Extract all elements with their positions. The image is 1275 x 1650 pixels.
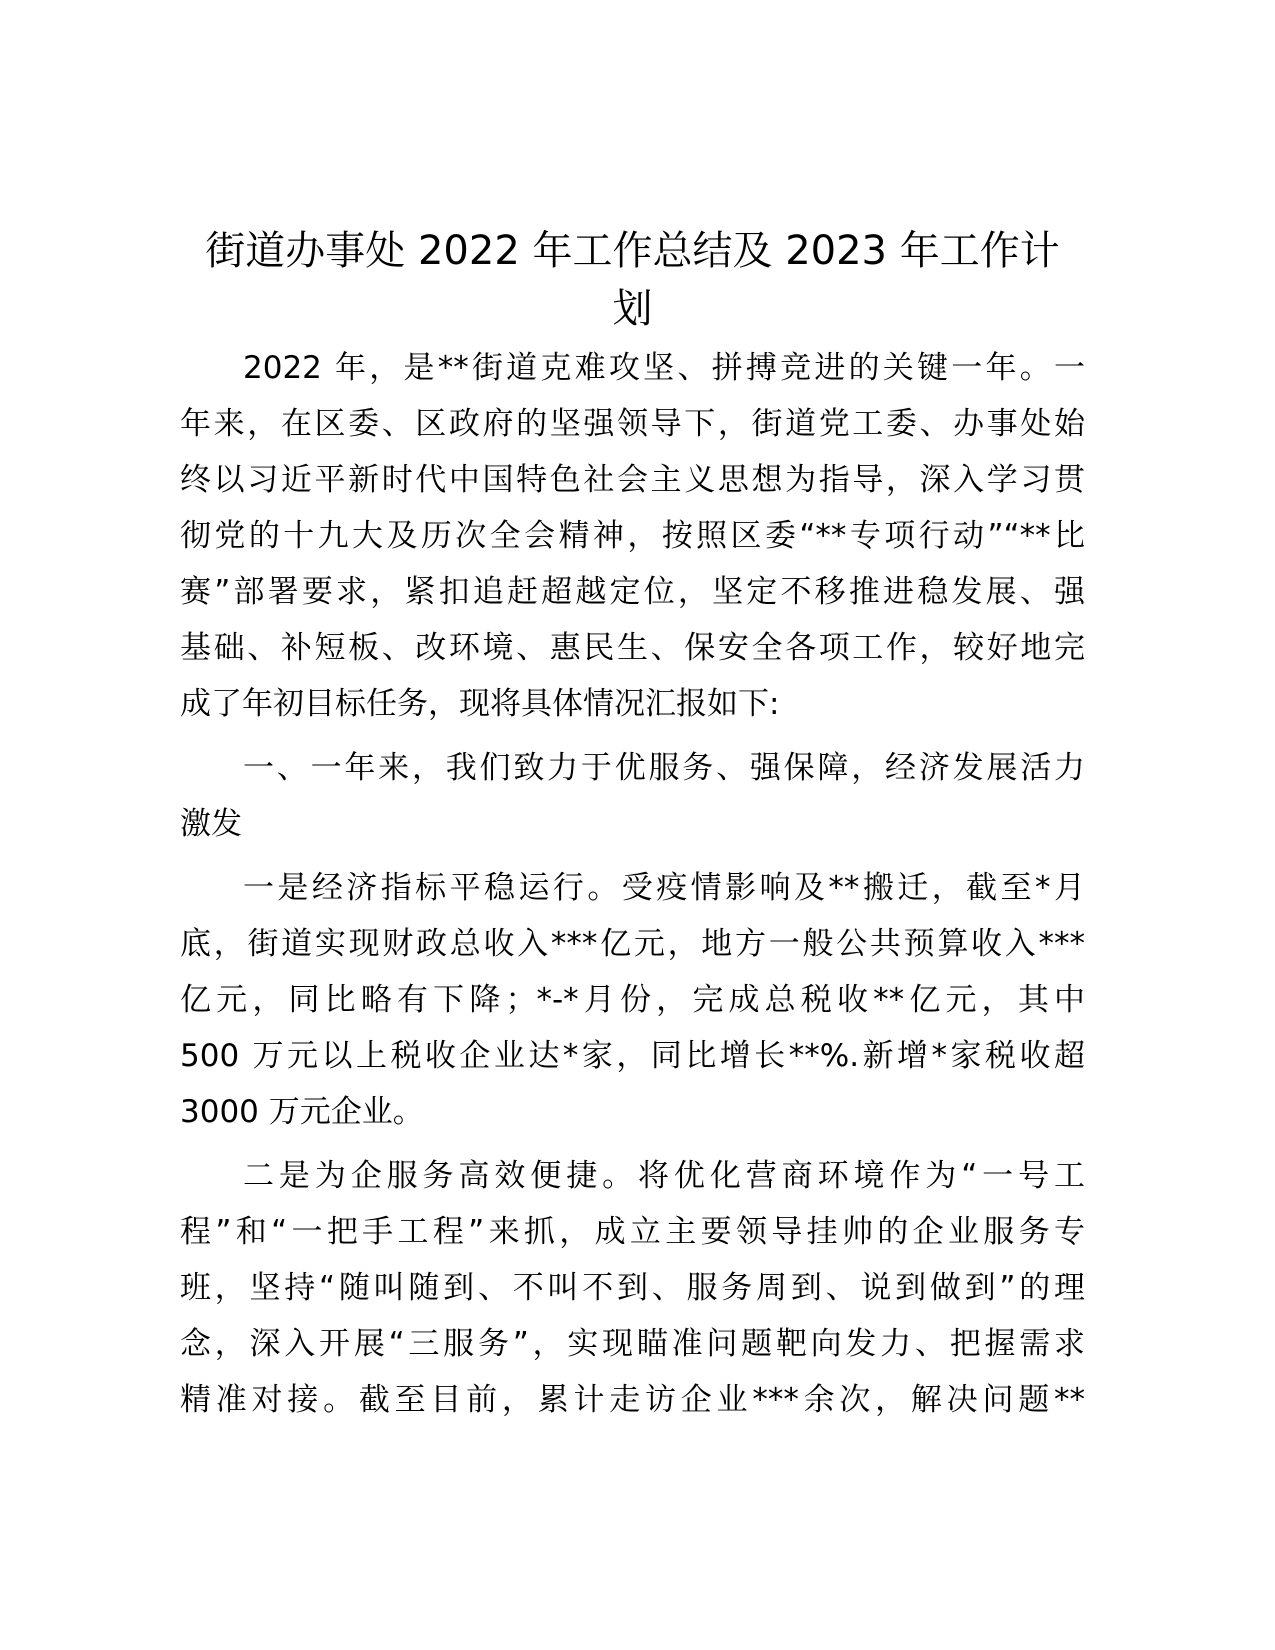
document-body xyxy=(180,340,1085,1436)
text-line: 3000 万元企业。 xyxy=(180,1094,424,1130)
heading-line: 激发 xyxy=(180,806,242,842)
paragraph-enterprise-service xyxy=(180,1148,1085,1428)
text-line: 基础、补短板、改环境、惠民生、保安全各项工作，较好地完 xyxy=(180,630,1085,666)
text-line: 亿元，同比略有下降；*-*月份，完成总税收**亿元，其中 xyxy=(180,982,1085,1018)
text-line: 二是为企服务高效便捷。将优化营商环境作为“一号工 xyxy=(243,1158,1085,1194)
text-line: 念，深入开展“三服务”，实现瞄准问题靶向发力、把握需求 xyxy=(180,1326,1085,1362)
text-line: 班，坚持“随叫随到、不叫不到、服务周到、说到做到”的理 xyxy=(180,1270,1085,1306)
text-line: 赛”部署要求，紧扣追赶超越定位，坚定不移推进稳发展、强 xyxy=(180,574,1085,610)
text-line: 彻党的十九大及历次全会精神，按照区委“**专项行动”“**比 xyxy=(180,518,1085,554)
title-line-1: 街道办事处 2022 年工作总结及 2023 年工作计 xyxy=(205,228,1060,274)
text-line: 500 万元以上税收企业达*家，同比增长**%.新增*家税收超 xyxy=(180,1038,1085,1074)
title-line-2: 划 xyxy=(612,286,653,332)
heading-line: 一、一年来，我们致力于优服务、强保障，经济发展活力 xyxy=(243,750,1085,786)
text-line: 程”和“一把手工程”来抓，成立主要领导挂帅的企业服务专 xyxy=(180,1214,1085,1250)
paragraph-economy xyxy=(180,860,1085,1140)
text-line: 2022 年，是**街道克难攻坚、拼搏竞进的关键一年。一 xyxy=(243,350,1085,386)
text-line: 底，街道实现财政总收入***亿元，地方一般公共预算收入*** xyxy=(180,926,1085,962)
section-heading-1 xyxy=(180,740,1085,852)
paragraph-intro xyxy=(180,340,1085,732)
document-title xyxy=(180,222,1085,338)
text-line: 年来，在区委、区政府的坚强领导下，街道党工委、办事处始 xyxy=(180,406,1085,442)
text-line: 精准对接。截至目前，累计走访企业***余次，解决问题** xyxy=(180,1382,1085,1418)
text-line: 成了年初目标任务，现将具体情况汇报如下: xyxy=(180,686,780,722)
text-line: 一是经济指标平稳运行。受疫情影响及**搬迁，截至*月 xyxy=(243,870,1085,906)
text-line: 终以习近平新时代中国特色社会主义思想为指导，深入学习贯 xyxy=(180,462,1085,498)
